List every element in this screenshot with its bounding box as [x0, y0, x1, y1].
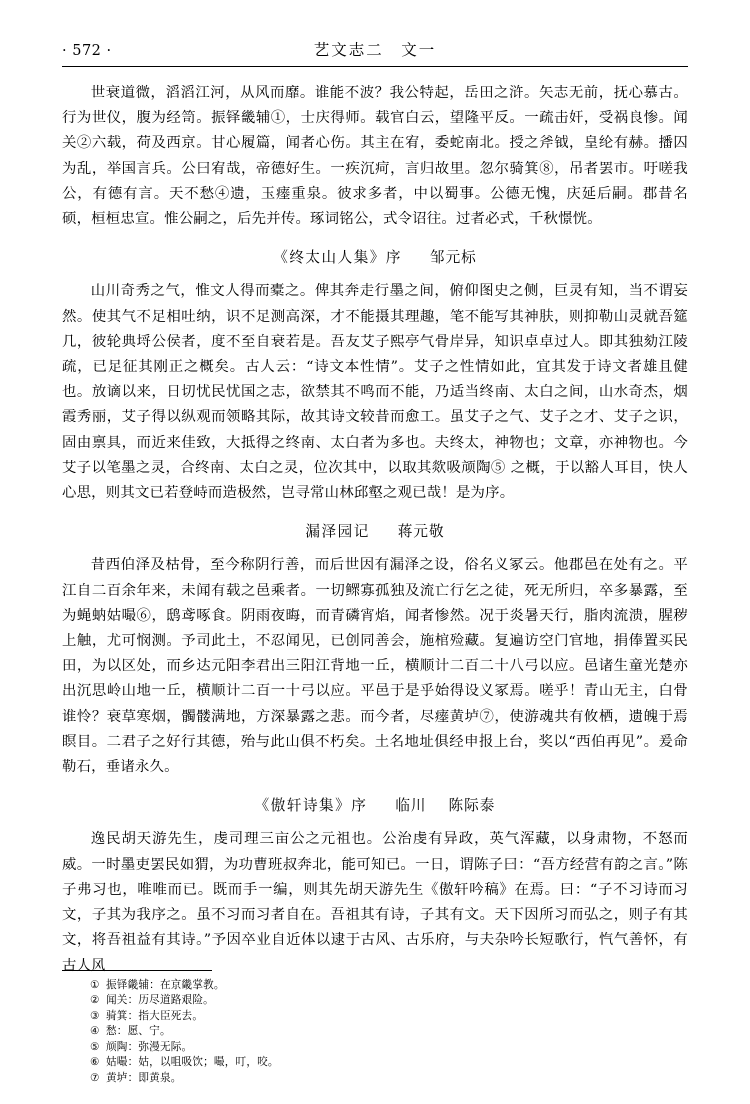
paragraph-opening: 世衰道微，滔滔江河，从风而靡。谁能不波？我公特起，岳田之浒。矢志无前，抚心慕古。行为世仪，腹为经笥。振铎畿辅①，士庆得师。载官白云，望隆平反。一疏击奸，受祸良惨。闻关②六载，荷及西京。甘心履篇，闻者心伤。其主在宥，委蛇南北。授之斧钺，皇纶有赫。播囚为乱，举国言兵。公曰宥哉，帝德好生。一疾沉疴，言归故里。忽尔骑箕⑧，吊者罢市。吁嗟我公，有德有言。天不愁④遗，玉瘗重泉。彼求多者，中以蜀事。公德无愧，庆延后嗣。郡昔名硕，桓桓忠宣。惟公嗣之，后先并传。琢词铭公，式令诏往。过者必式，千秋憬恍。 — [62, 85, 688, 228]
footnote-text: 颃陶：弥漫无际。 — [106, 1040, 193, 1053]
footnote-mark: ① — [90, 978, 100, 991]
footnote-item — [90, 1071, 688, 1087]
footnotes — [62, 970, 688, 1087]
footnote-item — [90, 1040, 688, 1056]
footnote-rule — [62, 970, 212, 971]
paragraph-aoxuan: 逸民胡天游先生，虔司理三亩公之元祖也。公治虔有异政，英气浑藏，以身肃物，不怒而威。一时墨吏罢民如猬，为功曹班叔奔北，能可知已。一日，谓陈子曰：“吾方经营有韵之言。”陈子弗习也，唯唯而已。既而手一编，则其先胡天游先生《傲轩吟稿》在焉。曰：“子不习诗而习文，子其为我序之。虽不习而习者自在。吾祖其有诗，子其有文。天下因所习而弘之，则子有其文，将吾祖益有其诗。”予因卒业自近体以逮于古风、古乐府，与夫杂吟长短歌行，忾气善怀，有古人风 — [62, 831, 688, 974]
footnote-item — [90, 1055, 688, 1071]
footnote-item — [90, 1009, 688, 1025]
section-title: 《傲轩诗集》序 — [254, 797, 368, 815]
footnote-mark: ⑥ — [90, 1056, 100, 1068]
section-author: 邹元标 — [429, 249, 477, 267]
footnote-mark: ③ — [90, 1009, 100, 1022]
footnote-mark: ② — [90, 994, 100, 1006]
page-title: 艺文志二 文一 — [313, 41, 437, 59]
footnote-item — [90, 1024, 688, 1040]
page-number: · 572 · — [62, 43, 112, 59]
section-heading-zhongtaishan — [62, 245, 688, 270]
section-title: 《终太山人集》序 — [273, 249, 402, 267]
footnote-text: 骑箕：指大臣死去。 — [106, 1009, 204, 1022]
footnote-list — [62, 978, 688, 1087]
section-author-name: 陈际泰 — [448, 797, 496, 815]
header-rule — [62, 66, 688, 67]
footnote-text: 闻关：历尽道路艰险。 — [106, 994, 214, 1006]
paragraph-zhongtaishan: 山川奇秀之气，惟文人得而橐之。俾其奔走行墨之间，俯仰图史之侧，巨灵有知，当不谓妄然。使其气不足相吐纳，识不足测高深，才不能摄其理趣，笔不能写其神肤，则抑勒山灵就吾筵几，彼轮典埒公侯者，度不至自衰若是。吾友艾子熙亭气骨岸异，知识卓卓过人。即其独劾江陵疏，已足征其刚正之概矣。古人云：“诗文本性情”。艾子之性情如此，宜其发于诗文者雄且健也。放谪以来，日切忧民忧国之志，欲禁其不鸣而不能，乃适当终南、太白之间，山水奇杰，烟霞秀丽，艾子得以纵观而领略其际，故其诗文较昔而愈工。虽艾子之气、艾子之才、艾子之识，固由禀具，而近来佳致，大抵得之终南、太白者为多也。夫终太，神物也；文章，亦神物也。今艾子以笔墨之灵，合终南、太白之灵，位次其中，以取其欻吸颃陶⑤ 之概，于以豁人耳目，快人心思，则其文已若登峙而造极然，岂寻常山林邱壑之观已哉！是为序。 — [62, 283, 688, 502]
section-heading-aoxuan — [62, 793, 688, 818]
footnote-text: 黄垆：即黄泉。 — [106, 1071, 182, 1084]
section-heading-louze — [62, 519, 688, 544]
page-header — [62, 38, 688, 66]
footnote-text: 愁：愿、宁。 — [106, 1025, 171, 1037]
section-author: 临川 — [395, 797, 427, 815]
footnote-mark: ④ — [90, 1025, 100, 1037]
paragraph-louze: 昔西伯泽及枯骨，至今称阴行善，而后世因有漏泽之设，俗名义冢云。他郡邑在处有之。平江自二百余年来，未闻有载之邑乘者。一切鳏寡孤独及流亡行乞之徒，死无所归，卒多暴露，至为蝇蚋姑嘬⑥，鸱鸢啄食。阴雨夜晦，而青磷宵焰，闻者惨然。况于炎暑天行，脂肉流溃，腥秽上触，尤可悯测。予司此土，不忍闻见，已创同善会，施棺殓藏。复遍访空门官地，捐俸置买民田，为以区处，而乡达元阳李君出三阳江背地一丘，横顺计二百二十八弓以应。邑诸生童光楚亦出沉思岭山地一丘，横顺计二百一十弓以应。平邑于是乎始得设义冢焉。嗟乎！青山无主，白骨谁怜？衰草寒烟，髑髅满地，方深暴露之悲。而今者，尽瘗黄垆⑦，使游魂共有攸栖，遗魄于焉瞑目。二君子之好行其德，殆与此山俱不朽矣。土名地址俱经申报上台，奖以“西伯再见”。爰命勒石，垂诸永久。 — [62, 557, 688, 776]
footnote-item — [90, 993, 688, 1009]
section-title: 漏泽园记 — [305, 523, 370, 541]
section-author: 蒋元敬 — [397, 523, 445, 541]
footnote-text: 振铎畿辅：在京畿掌教。 — [106, 978, 225, 991]
footnote-text: 姑嘬：姑，以咀吸饮；嘬，叮，咬。 — [106, 1056, 279, 1068]
footnote-item — [90, 978, 688, 994]
footnote-mark: ⑤ — [90, 1040, 100, 1053]
document-body — [62, 81, 688, 979]
footnote-mark: ⑦ — [90, 1071, 100, 1084]
